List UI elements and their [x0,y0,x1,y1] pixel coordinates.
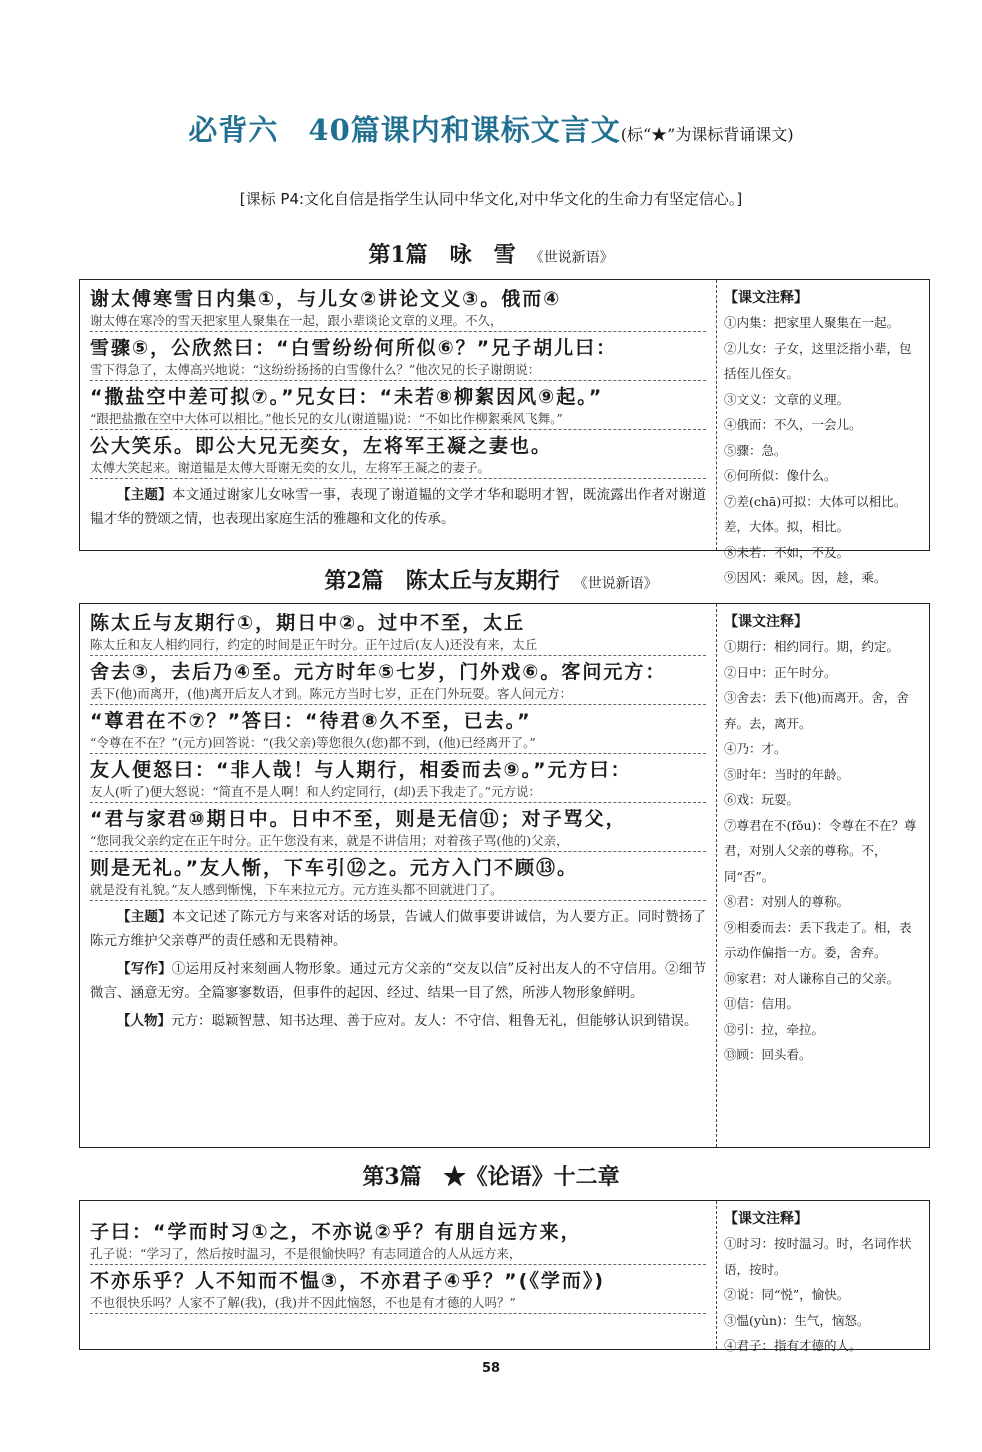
translation-line: 不也很快乐吗？人家不了解(我)，(我)并不因此恼怒，不也是有才德的人吗？” [90,1294,706,1314]
para-text: 元方：聪颖智慧、知书达理、善于应对。友人：不守信、粗鲁无礼，但能够认识到错误。 [171,1013,698,1029]
lesson-box [79,603,930,1148]
original-line: 不亦乐乎？人不知而不愠③，不亦君子④乎？”(《学而》) [90,1270,606,1292]
notes-title: 【课文注释】 [724,614,808,630]
lesson-box [79,1200,930,1353]
translation-line: “跟把盐撒在空中大体可以相比。”他长兄的女儿(谢道韫)说：“不如比作柳絮乘风飞舞。” [90,410,706,430]
note-item: ⑦差(chā)可拟：大体可以相比。差，大体。拟，相比。 [724,493,907,534]
lesson-title-text: 第2篇 陈太丘与友期行 [324,568,560,594]
lesson-title [0,238,982,269]
note-item: ⑨因风：乘风。因，趁，乘。 [724,570,887,585]
translation-line: “您同我父亲约定在正午时分。正午您没有来，就是不讲信用；对着孩子骂(他的)父亲， [90,832,706,852]
note-item: ⑧君：对别人的尊称。 [724,894,850,909]
text-column [80,604,717,1147]
translation-line: 陈太丘和友人相约同行，约定的时间是正午时分。正午过后(友人)还没有来，太丘 [90,636,706,656]
original-line: “尊君在不⑦？”答曰：“待君⑧久不至，已去。” [90,710,532,732]
note-item: ⑤骤：急。 [724,442,787,458]
translation-line: 太傅大笑起来。谢道韫是太傅大哥谢无奕的女儿，左将军王凝之的妻子。 [90,459,706,479]
para-text: 本文记述了陈元方与来客对话的场景，告诫人们做事要讲诚信，为人要方正。同时赞扬了陈元方维护父亲尊严的责任感和无畏精神。 [90,909,707,949]
notes-title: 【课文注释】 [724,290,808,306]
note-item: ⑬顾：回头看。 [724,1047,812,1062]
text-lines [90,610,706,1033]
note-item: ⑨相委而去：丢下我走了。相，表示动作偏指一方。委，舍弃。 [724,919,912,960]
translation-line: 谢太傅在寒冷的雪天把家里人聚集在一起，跟小辈谈论文章的义理。不久， [90,312,706,332]
page-title [0,108,982,149]
note-item: ③愠(yùn)：生气，恼怒。 [724,1312,870,1328]
character-paragraph [90,1009,706,1033]
note-item: ②儿女：子女，这里泛指小辈，包括侄儿侄女。 [724,340,912,381]
note-item: ⑥戏：玩耍。 [724,792,800,807]
para-label: 【写作】 [117,961,172,977]
note-item: ⑤时年：当时的年龄。 [724,766,850,782]
notes-title: 【课文注释】 [724,1211,808,1227]
page-number: 58 [481,1361,501,1376]
original-line: 陈太丘与友期行①，期日中②。过中不至，太丘 [90,612,526,634]
lesson-source: 《世说新语》 [573,576,658,592]
para-label: 【人物】 [117,1013,171,1029]
writing-paragraph [90,957,706,1005]
translation-line: 丢下(他)而离开，(他)离开后友人才到。陈元方当时七岁，正在门外玩耍。客人问元方： [90,685,706,705]
note-item: ④乃：才。 [724,741,787,756]
translation-line: “令尊在不在？”(元方)回答说：“(我父亲)等您很久(您)都不到，(他)已经离开了。” [90,734,706,754]
standard-note: [课标 P4:文化自信是指学生认同中华文化,对中华文化的生命力有坚定信心。] [239,190,743,208]
text-column [80,280,717,550]
text-lines [90,1219,706,1317]
note-item: ④君子：指有才德的人。 [724,1338,862,1353]
note-item: ①时习：按时温习。时，名词作状语，按时。 [724,1236,912,1277]
page-title-subtitle: (标“★”为课标背诵课文) [620,125,794,144]
note-item: ⑩家君：对人谦称自己的父亲。 [724,970,900,986]
original-line: 雪骤⑤，公欣然曰：“白雪纷纷何所似⑥？”兄子胡儿曰： [90,337,618,359]
original-line: 谢太傅寒雪日内集①，与儿女②讲论文义③。俄而④ [90,288,562,310]
text-column [80,1201,717,1349]
original-line: 子曰：“学而时习①之，不亦说②乎？有朋自远方来， [90,1221,582,1243]
original-line: 则是无礼。”友人惭，下车引⑫之。元方入门不顾⑬。 [90,857,578,879]
translation-line: 雪下得急了，太傅高兴地说：“这纷纷扬扬的白雪像什么？”他次兄的长子谢朗说： [90,361,706,381]
note-item: ⑫引：拉，牵拉。 [724,1021,825,1037]
note-item: ①内集：把家里人聚集在一起。 [724,315,900,330]
para-text: ①运用反衬来刻画人物形象。通过元方父亲的“交友以信”反衬出友人的不守信用。②细节微言、涵意无穷。全篇寥寥数语，但事件的起因、经过、结果一目了然，所涉人物形象鲜明。 [90,961,706,1001]
text-lines [90,286,706,531]
note-item: ②日中：正午时分。 [724,664,837,680]
lesson-title-text: 第1篇 咏 雪 [368,242,516,268]
note-item: ⑥何所似：像什么。 [724,468,837,483]
para-label: 【主题】 [117,909,172,925]
note-item: ④俄而：不久，一会儿。 [724,417,862,432]
theme-paragraph [90,905,706,953]
note-item: ③文义：文章的义理。 [724,391,850,407]
notes-column [724,610,923,1068]
notes-column [724,286,923,591]
original-line: 友人便怒曰：“非人哉！与人期行，相委而去⑨。”元方曰： [90,759,632,781]
note-item: ⑪信：信用。 [724,996,800,1011]
original-line: 公大笑乐。即公大兄无奕女，左将军王凝之妻也。 [90,435,553,457]
lesson-title [0,564,982,595]
translation-line: 就是没有礼貌。”友人感到惭愧，下车来拉元方。元方连头都不回就进门了。 [90,881,706,901]
para-label: 【主题】 [117,487,172,503]
translation-line: 孔子说：“学习了，然后按时温习，不是很愉快吗？有志同道合的人从远方来， [90,1245,706,1265]
page-title-main: 必背六 40篇课内和课标文言文 [188,113,621,147]
lesson-source: 《世说新语》 [529,250,614,266]
note-item: ⑦尊君在不(fǒu)：令尊在不在？尊君，对别人父亲的尊称。不，同“否”。 [724,817,917,884]
translation-line: 友人(听了)便大怒说：“简直不是人啊！和人约定同行，(却)丢下我走了。”元方说： [90,783,706,803]
lesson-title-text: 第3篇 ★《论语》十二章 [362,1164,620,1190]
note-item: ①期行：相约同行。期，约定。 [724,639,900,654]
note-item: ②说：同“悦”，愉快。 [724,1287,850,1302]
notes-column [724,1207,923,1359]
note-item: ③舍去：丢下(他)而离开。舍，舍弃。去，离开。 [724,690,909,731]
original-line: “君与家君⑩期日中。日中不至，则是无信⑪；对子骂父， [90,808,627,830]
original-line: 舍去③，去后乃④至。元方时年⑤七岁，门外戏⑥。客问元方： [90,661,667,683]
note-item: ⑧未若：不如，不及。 [724,544,850,560]
original-line: “撒盐空中差可拟⑦。”兄女曰：“未若⑧柳絮因风⑨起。” [90,386,604,408]
lesson-title [0,1160,982,1191]
para-text: 本文通过谢家儿女咏雪一事，表现了谢道韫的文学才华和聪明才智，既流露出作者对谢道韫才华的赞颂之情，也表现出家庭生活的雅趣和文化的传承。 [90,487,707,527]
theme-paragraph [90,483,706,531]
